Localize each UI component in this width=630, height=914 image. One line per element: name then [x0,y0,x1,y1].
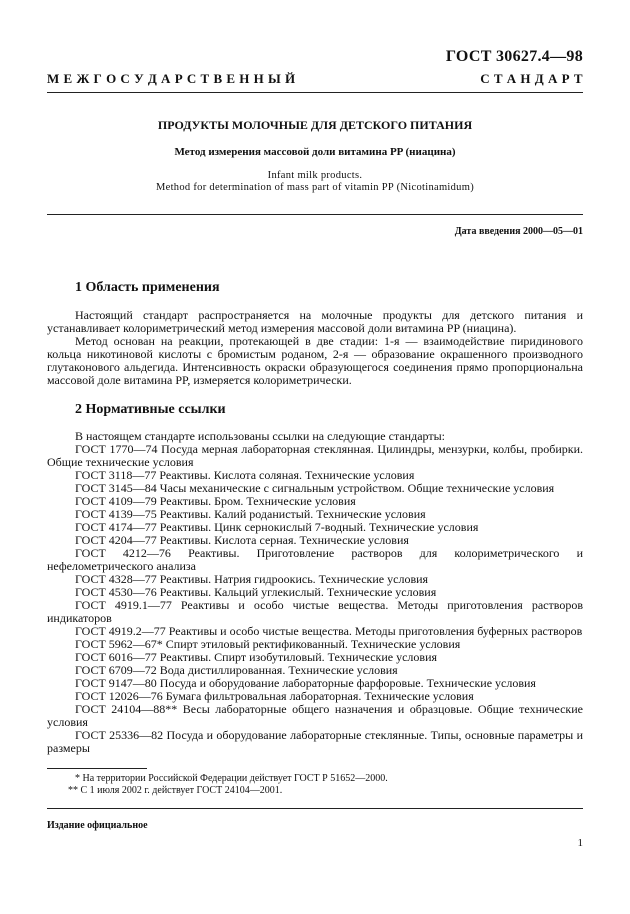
reference-item: ГОСТ 4109—79 Реактивы. Бром. Технические условия [75,494,356,508]
reference-item: ГОСТ 6709—72 Вода дистиллированная. Технические условия [75,663,398,677]
section-1-body [47,309,583,387]
footer-rule [47,808,583,809]
reference-item: ГОСТ 4530—76 Реактивы. Кальций углекислый. Технические условия [75,585,437,599]
reference-item: ГОСТ 4139—75 Реактивы. Калий роданистый. Технические условия [75,507,426,521]
reference-item: ГОСТ 5962—67* Спирт этиловый ректификованный. Технические условия [75,637,461,651]
reference-item: ГОСТ 9147—80 Посуда и оборудование лабораторные фарфоровые. Технические условия [75,676,536,690]
reference-item: ГОСТ 3118—77 Реактивы. Кислота соляная. Технические условия [75,468,415,482]
footnote-1: * На территории Российской Федерации действует ГОСТ Р 51652—2000. [75,773,388,784]
reference-item: ГОСТ 4919.2—77 Реактивы и особо чистые вещества. Методы приготовления буферных растворов [75,624,583,638]
reference-item: ГОСТ 25336—82 Посуда и оборудование лабораторные стеклянные. Типы, основные параметры и размеры [47,728,583,755]
gost-code: ГОСТ 30627.4—98 [445,48,583,65]
reference-item: ГОСТ 4919.1—77 Реактивы и особо чистые вещества. Методы приготовления растворов индикаторов [47,598,583,625]
page-number: 1 [577,837,583,849]
reference-item: ГОСТ 1770—74 Посуда мерная лабораторная стеклянная. Цилиндры, мензурки, колбы, пробирки. Общие технические условия [47,442,583,469]
section-1-paragraph-2: Метод основан на реакции, протекающей в две стадии: 1-я — взаимодействие пиридинового кольца никотиновой кислоты с бромистым роданом, 2-я — образование окрашенного производного глутаконового альдегида. Интенсивность окраски образующегося соединения прямо пропорциональна массовой доле витамина PP, измеряется колориметрически. [47,334,583,387]
reference-item: ГОСТ 6016—77 Реактивы. Спирт изобутиловый. Технические условия [75,650,438,664]
document-title: ПРОДУКТЫ МОЛОЧНЫЕ ДЛЯ ДЕТСКОГО ПИТАНИЯ [157,118,473,132]
reference-item: ГОСТ 4328—77 Реактивы. Натрия гидроокись. Технические условия [75,572,429,586]
section-2-body [47,430,583,755]
footnote-rule [47,768,147,769]
title-rule [47,214,583,215]
reference-item: ГОСТ 4212—76 Реактивы. Приготовление растворов для колориметрического и нефелометрического анализа [47,546,583,573]
official-edition-label: Издание официальное [47,820,148,831]
english-title-line-2: Method for determination of mass part of vitamin PP (Nicotinamidum) [155,182,475,193]
introduction-date: Дата введения 2000—05—01 [454,226,583,237]
interstate-word: М Е Ж Г О С У Д А Р С Т В Е Н Н Ы Й [47,71,296,86]
section-2-heading: 2 Нормативные ссылки [75,402,226,417]
english-title-line-1: Infant milk products. [267,170,363,181]
section-1-paragraph-1: Настоящий стандарт распространяется на молочные продукты для детского питания и устанавливает колориметрический метод измерения массовой доли витамина PP (ниацина). [47,308,583,335]
normative-references-list [47,443,583,755]
document-subtitle: Метод измерения массовой доли витамина PP (ниацина) [174,146,456,158]
standard-word: С Т А Н Д А Р Т [480,71,583,86]
reference-item: ГОСТ 4174—77 Реактивы. Цинк сернокислый 7-водный. Технические условия [75,520,479,534]
footnote-2: ** С 1 июля 2002 г. действует ГОСТ 24104—2001. [68,785,283,796]
reference-item: ГОСТ 24104—88** Весы лабораторные общего назначения и образцовые. Общие технические условия [47,702,583,729]
section-2-intro: В настоящем стандарте использованы ссылки на следующие стандарты: [75,429,446,443]
header-rule [47,92,583,93]
reference-item: ГОСТ 3145—84 Часы механические с сигнальным устройством. Общие технические условия [75,481,555,495]
reference-item: ГОСТ 12026—76 Бумага фильтровальная лабораторная. Технические условия [75,689,474,703]
interstate-standard-banner [47,71,583,87]
section-1-heading: 1 Область применения [75,280,220,295]
reference-item: ГОСТ 4204—77 Реактивы. Кислота серная. Технические условия [75,533,409,547]
